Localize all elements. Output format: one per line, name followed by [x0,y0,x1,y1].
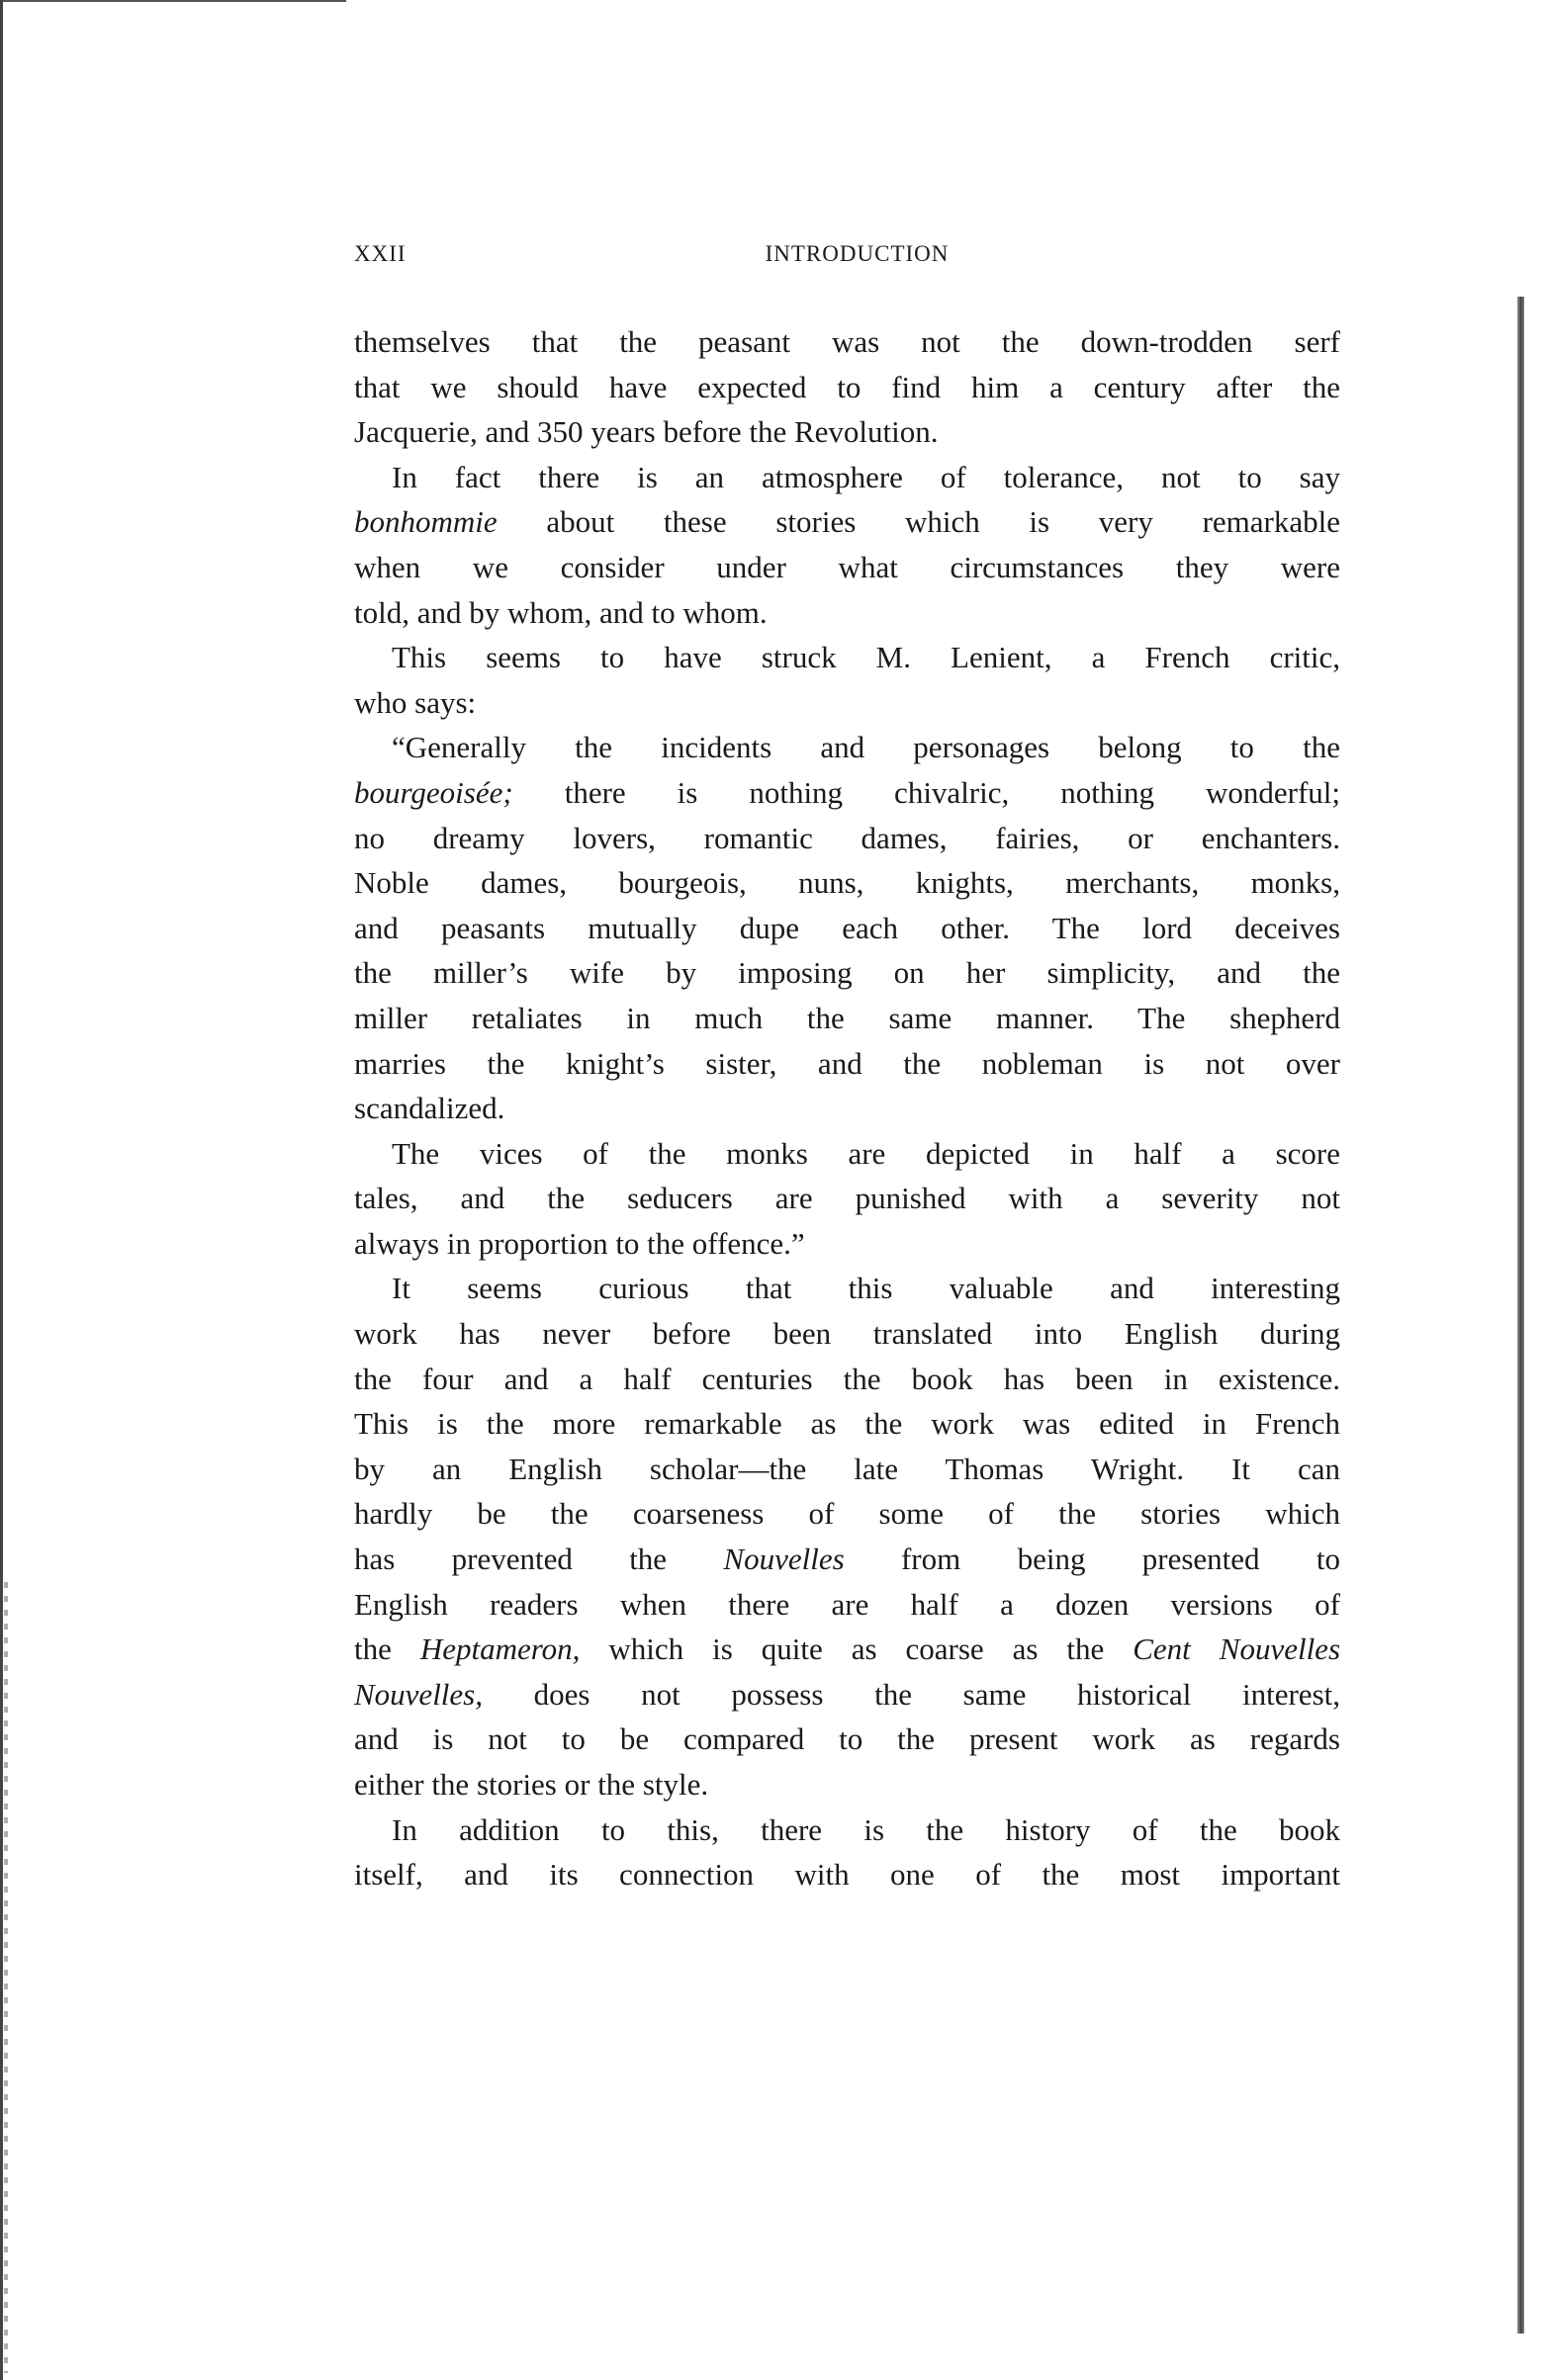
text-line [354,1491,1340,1537]
text-segment: and peasants mutually dupe each other. The lord deceives [354,910,1340,945]
text-segment: the four and a half centuries the book has been in existence. [354,1361,1340,1396]
text-segment: when we consider under what circumstances they were [354,549,1340,584]
scan-top-rule [0,0,346,2]
text-segment: miller retaliates in much the same manner. The shepherd [354,1000,1340,1035]
text-line [354,1807,1340,1853]
text-segment: there is nothing chivalric, nothing wonderful; [512,774,1340,810]
text-segment: “Generally the incidents and personages belong to the [392,730,1340,765]
text-line [354,635,1340,680]
text-line [354,1041,1340,1087]
text-line [354,950,1340,996]
italic-text: Nouvelles, [354,1676,483,1712]
text-line [354,1762,1340,1807]
text-segment: either the stories or the style. [354,1767,709,1802]
italic-text: bonhommie [354,504,498,540]
italic-text: Nouvelles [723,1542,845,1577]
text-line [354,770,1340,816]
text-line [354,996,1340,1041]
text-segment: told, and by whom, and to whom. [354,594,768,630]
text-segment: themselves that the peasant was not the down-trodden serf [354,324,1340,359]
text-segment: which is quite as coarse as the [580,1631,1134,1667]
text-segment: In addition to this, there is the history of the book [392,1811,1340,1847]
scan-right-edge [1517,297,1524,2334]
text-segment: who says: [354,684,477,720]
text-segment: Jacquerie, and 350 years before the Revolution. [354,414,939,450]
text-line [354,455,1340,500]
text-line [354,1266,1340,1311]
text-line [354,1311,1340,1357]
text-segment: always in proportion to the offence.” [354,1225,805,1261]
text-line [354,1221,1340,1267]
text-segment: by an English scholar—the late Thomas Wright. It can [354,1451,1340,1486]
text-line [354,1131,1340,1177]
text-segment: marries the knight’s sister, and the nobleman is not over [354,1045,1340,1081]
scan-left-edge [0,0,3,2380]
text-line [354,1627,1340,1672]
text-line [354,1582,1340,1628]
text-segment: does not possess the same historical interest, [483,1676,1340,1712]
text-segment: the miller’s wife by imposing on her simplicity, and the [354,955,1340,991]
italic-text: bourgeoisée; [354,774,513,810]
text-line [354,1086,1340,1131]
text-line [354,860,1340,906]
text-segment: This seems to have struck M. Lenient, a French critic, [392,640,1340,675]
text-segment: It seems curious that this valuable and interesting [392,1271,1340,1306]
body-text [354,319,1340,1897]
text-line [354,499,1340,545]
text-segment: and is not to be compared to the present work as regards [354,1721,1340,1757]
text-segment: no dreamy lovers, romantic dames, fairies, or enchanters. [354,820,1340,855]
text-line [354,1537,1340,1582]
text-line [354,1717,1340,1762]
text-segment: This is the more remarkable as the work was edited in French [354,1406,1340,1442]
text-line [354,1852,1340,1897]
text-segment: itself, and its connection with one of the most important [354,1857,1340,1893]
text-segment: about these stories which is very remarkable [497,504,1340,540]
text-line [354,725,1340,770]
text-segment: hardly be the coarseness of some of the stories which [354,1496,1340,1532]
text-segment: In fact there is an atmosphere of tolerance, not to say [392,459,1340,494]
text-line [354,1447,1340,1492]
page-number: XXII [354,241,407,266]
text-segment: from being presented to [844,1542,1340,1577]
text-segment: work has never before been translated into English during [354,1316,1340,1352]
text-segment: Noble dames, bourgeois, nuns, knights, merchants, monks, [354,865,1340,901]
text-segment: tales, and the seducers are punished with a severity not [354,1181,1340,1216]
text-line [354,816,1340,861]
text-line [354,680,1340,726]
text-segment: has prevented the [354,1542,724,1577]
text-line [354,1672,1340,1718]
text-line [354,1176,1340,1221]
scan-left-marks [4,1582,8,2373]
italic-text: Heptameron, [419,1631,581,1667]
text-line [354,545,1340,590]
page-header [354,241,1340,275]
text-segment: the [354,1631,420,1667]
text-line [354,1357,1340,1402]
text-line [354,1401,1340,1447]
text-segment: English readers when there are half a dozen versions of [354,1586,1340,1622]
text-line [354,365,1340,410]
running-title: INTRODUCTION [765,241,950,266]
italic-text: Cent Nouvelles [1133,1631,1341,1667]
text-line [354,319,1340,365]
text-segment: that we should have expected to find him a century after the [354,369,1340,404]
text-line [354,906,1340,951]
text-line [354,590,1340,636]
text-segment: The vices of the monks are depicted in half a score [392,1135,1340,1171]
text-line [354,409,1340,455]
text-segment: scandalized. [354,1091,505,1126]
